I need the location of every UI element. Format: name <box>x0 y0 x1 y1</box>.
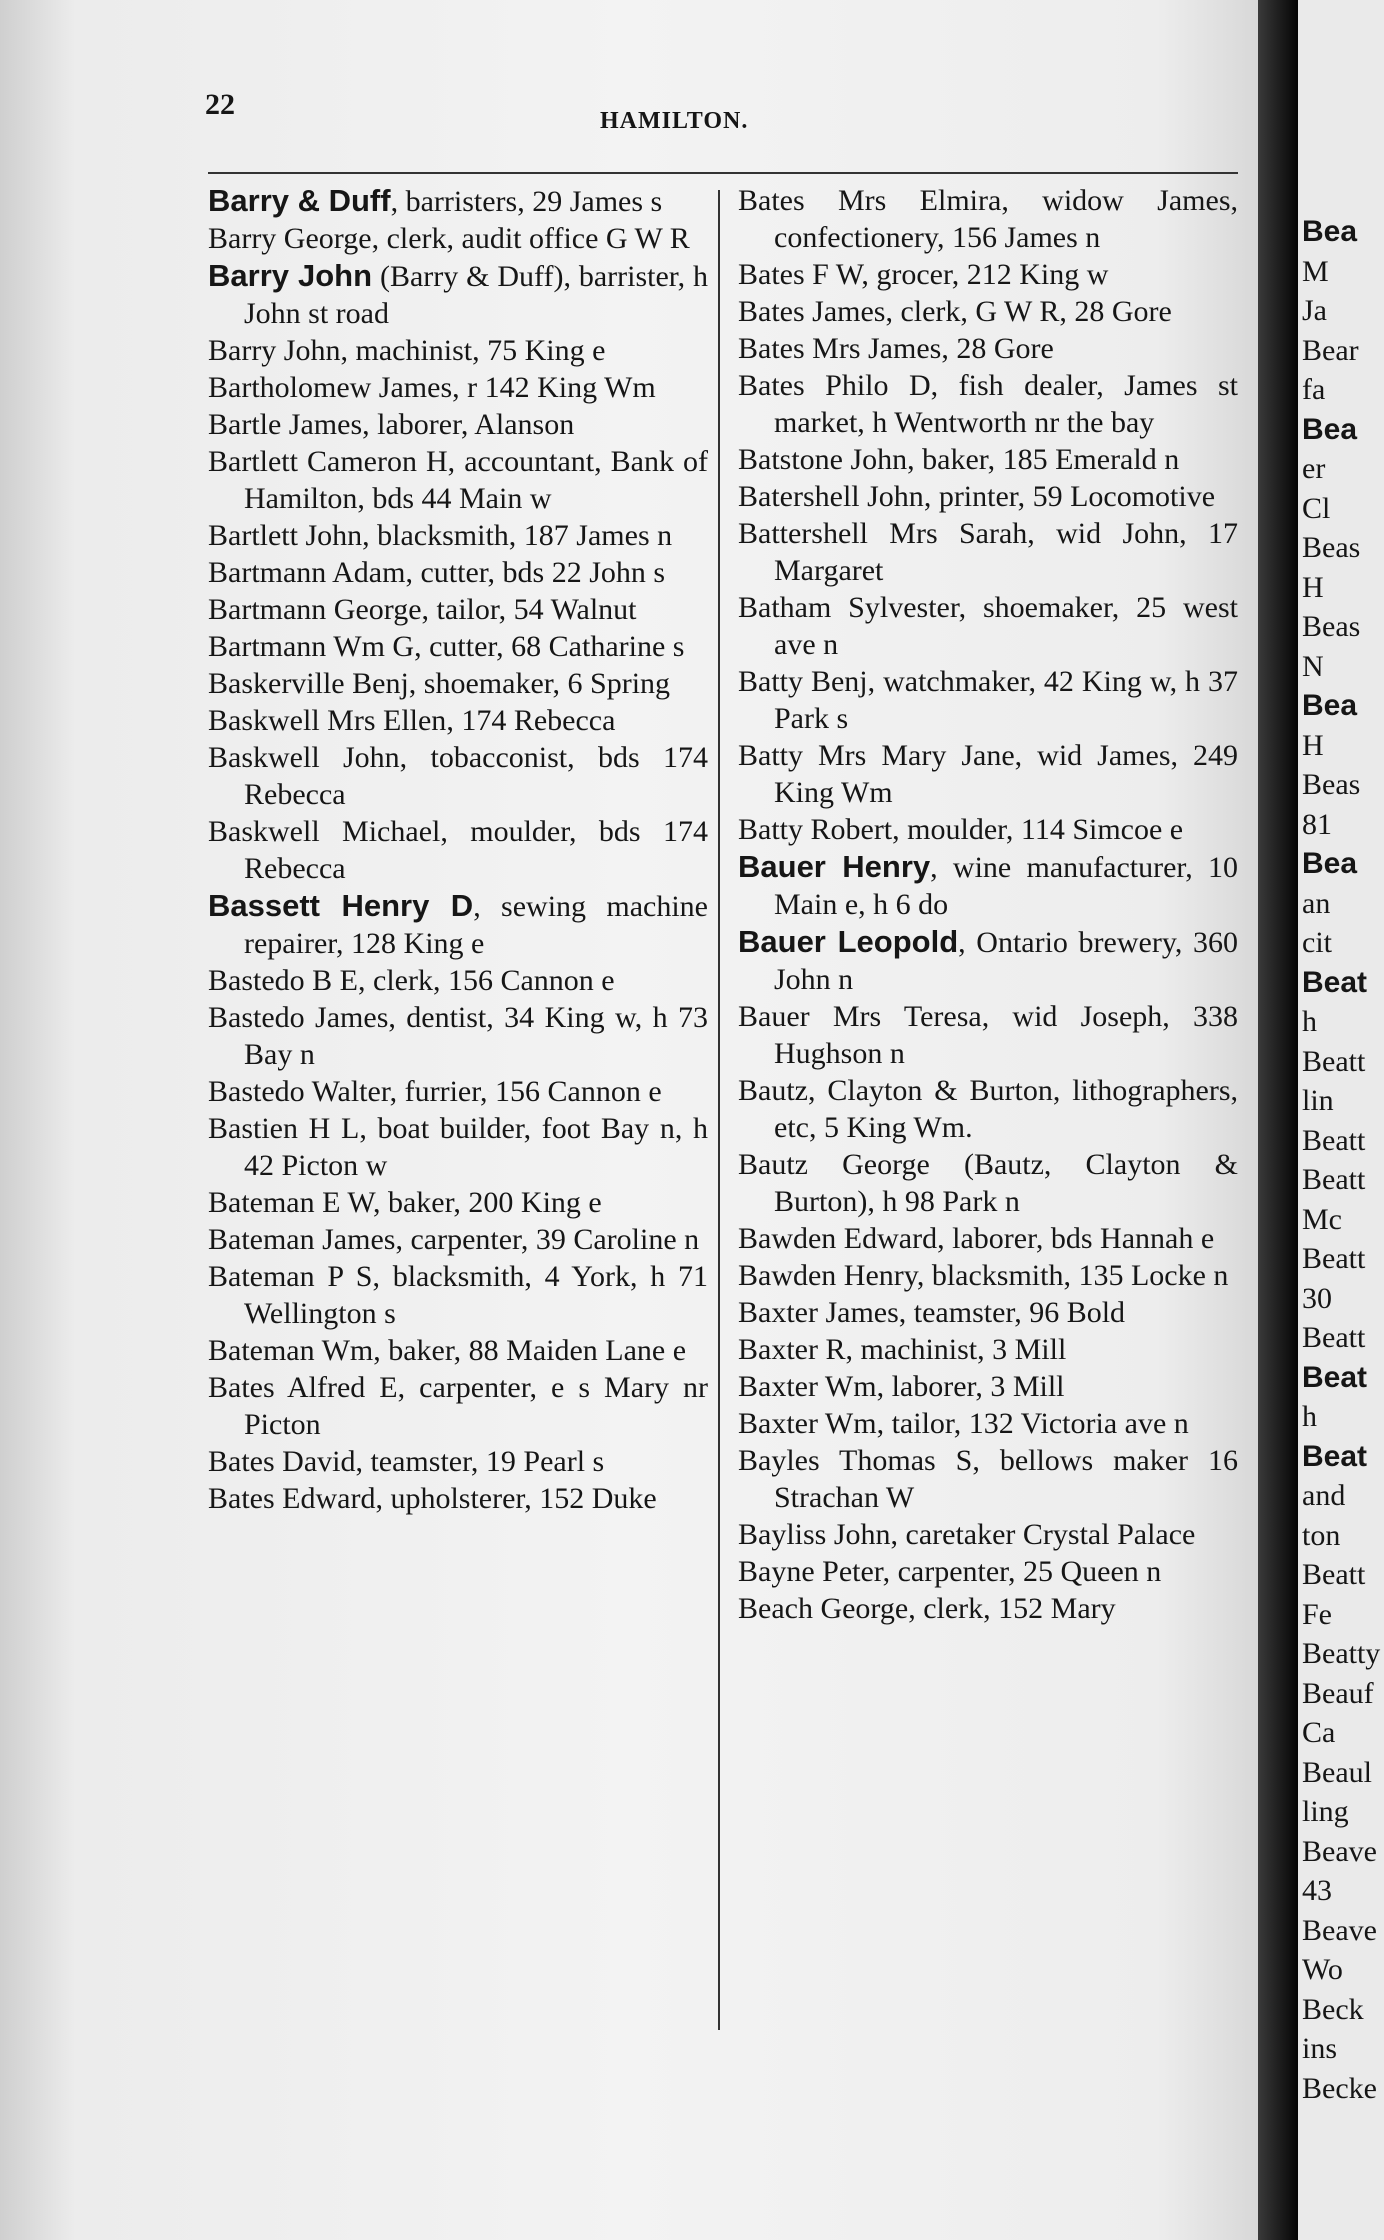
directory-entry <box>208 1332 708 1369</box>
directory-entry <box>208 443 708 517</box>
entry-details: , clerk, audit office G W R <box>371 222 690 255</box>
directory-entry <box>738 330 1238 367</box>
entry-name: Beach George <box>738 1592 909 1625</box>
directory-entry <box>738 1590 1238 1627</box>
next-page-fragment: Beatt <box>1302 1321 1366 1354</box>
entry-name: Bates Mrs Elmira <box>738 184 1002 217</box>
directory-entry <box>738 737 1238 811</box>
entry-details: , shoemaker, 6 Spring <box>408 667 671 700</box>
directory-entry <box>208 702 708 739</box>
directory-entry <box>208 406 708 443</box>
entry-details: , cutter, bds 22 John s <box>405 556 666 589</box>
entry-name: Barry John <box>208 334 341 367</box>
directory-entry <box>738 1331 1238 1368</box>
next-page-fragment: Cl <box>1302 491 1331 525</box>
next-page-fragment: 43 <box>1302 1874 1332 1907</box>
entry-name: Bautz, Clayton & Burton <box>738 1074 1053 1107</box>
entry-details: , clerk, 152 Mary <box>908 1592 1116 1625</box>
directory-entry <box>208 591 708 628</box>
entry-name: Bayne Peter <box>738 1555 883 1588</box>
directory-entry <box>208 1480 708 1517</box>
entry-details: , carpenter, e s Mary nr Picton <box>244 1371 708 1441</box>
book-gutter <box>1258 0 1298 2240</box>
entry-details: , baker, 200 King e <box>372 1186 602 1219</box>
next-page-fragment: Beas <box>1302 768 1361 801</box>
page-number: 22 <box>205 88 235 121</box>
next-page-fragment: Beatt <box>1302 1242 1366 1275</box>
entry-name: Batstone John <box>738 443 908 476</box>
next-page-fragment: Beave <box>1302 1913 1377 1947</box>
directory-entry <box>738 1553 1238 1590</box>
entry-name: Baskwell Mrs Ellen <box>208 704 447 737</box>
next-page-fragment: M <box>1302 254 1329 288</box>
next-page-edge <box>1298 0 1384 2240</box>
entry-details: , blacksmith, 135 Locke n <box>916 1259 1229 1292</box>
entry-name: Barry George <box>208 222 372 255</box>
entry-name: Batty Benj <box>738 665 868 698</box>
entry-name: Bauer Henry <box>738 849 931 884</box>
entry-name: Bartmann George <box>208 593 422 626</box>
entry-details: , blacksmith, 187 James n <box>362 519 673 552</box>
next-page-fragment: Beat <box>1302 965 1368 999</box>
entry-details: , cutter, 68 Catharine s <box>414 630 685 663</box>
next-page-fragment: Ja <box>1302 294 1327 327</box>
entry-details: , watchmaker, 42 King w, h 37 Park s <box>774 665 1238 735</box>
left-column <box>208 182 708 1517</box>
next-page-fragment: Wo <box>1302 1953 1343 1986</box>
next-page-fragment: Beatt <box>1302 1123 1366 1157</box>
entry-details: , Ontario brewery, 360 John n <box>774 926 1239 996</box>
next-page-fragment: Beave <box>1302 1834 1377 1868</box>
next-page-fragment: Bea <box>1302 689 1358 722</box>
directory-entry <box>738 1146 1238 1220</box>
entry-name: Bartmann Wm G <box>208 630 415 663</box>
entry-details: , wid John, 17 Margaret <box>774 517 1238 587</box>
directory-entry <box>738 515 1238 589</box>
directory-entry <box>208 182 708 220</box>
directory-entry <box>208 1258 708 1332</box>
directory-entry <box>208 1369 708 1443</box>
directory-entry <box>738 998 1238 1072</box>
entry-name: Bates Edward <box>208 1482 376 1515</box>
next-page-fragment: Becke <box>1302 2071 1377 2105</box>
entry-details: , baker, 88 Maiden Lane e <box>373 1334 687 1367</box>
directory-entry <box>208 665 708 702</box>
directory-entry <box>738 1442 1238 1516</box>
next-page-fragment: Beat <box>1302 1439 1368 1473</box>
directory-entry <box>738 811 1238 848</box>
next-page-fragment: fa <box>1302 373 1326 406</box>
entry-name: Bastien H L <box>208 1112 360 1145</box>
entry-details: , accountant, Bank of Hamilton, bds 44 Main w <box>244 445 709 515</box>
entry-name: Barry & Duff <box>208 183 391 218</box>
entry-details: , 28 Gore <box>941 332 1054 365</box>
entry-name: Baskwell John <box>208 741 400 774</box>
directory-entry <box>208 999 708 1073</box>
entry-name: Bateman E W <box>208 1186 373 1219</box>
entry-details: , r 142 King Wm <box>452 371 656 404</box>
entry-details: , fish dealer, James st market, h Wentworth nr the bay <box>774 369 1238 439</box>
next-page-fragment: ling <box>1302 1795 1349 1828</box>
entry-name: Bauer Mrs Teresa <box>738 1000 982 1033</box>
entry-name: Battershell Mrs Sarah <box>738 517 1028 550</box>
entry-name: Batty Robert <box>738 813 893 846</box>
directory-entry <box>208 1110 708 1184</box>
entry-details: , 174 Rebecca <box>446 704 616 737</box>
running-head: HAMILTON. <box>600 108 749 134</box>
directory-entry <box>738 182 1238 256</box>
entry-name: Bautz George <box>738 1148 930 1181</box>
entry-details: , upholsterer, 152 Duke <box>375 1482 657 1515</box>
entry-details: , clerk, 156 Cannon e <box>358 964 615 997</box>
entry-name: Bartlett Cameron H <box>208 445 448 478</box>
next-page-fragment: Beatt <box>1302 1558 1366 1591</box>
entry-details: , wid James, 249 King Wm <box>774 739 1238 809</box>
directory-entry <box>208 1184 708 1221</box>
entry-name: Bates Philo D <box>738 369 931 402</box>
entry-name: Bates Alfred E <box>208 1371 398 1404</box>
entry-details: , clerk, G W R, 28 Gore <box>885 295 1172 328</box>
entry-details: , wine manufacturer, 10 Main e, h 6 do <box>774 851 1238 921</box>
column-divider <box>718 190 720 2030</box>
directory-entry <box>208 962 708 999</box>
directory-entry <box>208 1221 708 1258</box>
entry-name: Baskerville Benj <box>208 667 409 700</box>
directory-entry <box>738 441 1238 478</box>
next-page-fragment: N <box>1302 649 1324 683</box>
next-page-fragment: Beatty <box>1302 1637 1381 1670</box>
entry-name: Baxter R <box>738 1333 846 1366</box>
entry-details: , wid Joseph, 338 Hughson n <box>774 1000 1238 1070</box>
entry-details: , tobacconist, bds 174 Rebecca <box>244 741 708 811</box>
header-rule <box>208 172 1238 174</box>
directory-entry <box>738 848 1238 923</box>
entry-name: Bates Mrs James <box>738 332 942 365</box>
entry-details: , carpenter, 39 Caroline n <box>395 1223 700 1256</box>
entry-name: Batty Mrs Mary Jane <box>738 739 1015 772</box>
entry-details: , moulder, 114 Simcoe e <box>892 813 1184 846</box>
entry-details: , blacksmith, 4 York, h 71 Wellington s <box>244 1260 708 1330</box>
next-page-fragment: Beck <box>1302 1992 1364 2026</box>
directory-entry <box>208 220 708 257</box>
entry-name: Bauer Leopold <box>738 924 959 959</box>
next-page-fragment: H <box>1302 570 1324 604</box>
directory-entry <box>208 887 708 962</box>
entry-details: , teamster, 19 Pearl s <box>355 1445 605 1478</box>
entry-name: Bayliss John <box>738 1518 891 1551</box>
next-page-fragment: er <box>1302 452 1326 485</box>
directory-entry <box>738 1294 1238 1331</box>
next-page-fragment: ton <box>1302 1518 1341 1552</box>
next-page-fragment: Bea <box>1302 847 1358 880</box>
directory-entry <box>738 1257 1238 1294</box>
entry-name: Baxter Wm <box>738 1370 877 1403</box>
entry-details: , tailor, 54 Walnut <box>421 593 637 626</box>
next-page-fragment: an <box>1302 886 1331 920</box>
next-page-fragment: Beauf <box>1302 1676 1374 1710</box>
entry-name: Bates James <box>738 295 886 328</box>
entry-name: Bates F W <box>738 258 862 291</box>
directory-entry <box>738 367 1238 441</box>
next-page-fragment: Bea <box>1302 412 1358 446</box>
directory-entry <box>208 1073 708 1110</box>
directory-entry <box>738 1072 1238 1146</box>
entry-details: , machinist, 3 Mill <box>845 1333 1067 1366</box>
entry-name: Bartholomew James <box>208 371 453 404</box>
entry-details: , laborer, 3 Mill <box>876 1370 1065 1403</box>
entry-details: , laborer, bds Hannah e <box>937 1222 1215 1255</box>
entry-name: Baxter James <box>738 1296 899 1329</box>
directory-entry <box>738 1516 1238 1553</box>
entry-details: , moulder, bds 174 Rebecca <box>244 815 708 885</box>
directory-entry <box>738 923 1238 998</box>
entry-name: Bawden Henry <box>738 1259 917 1292</box>
next-page-fragment: and <box>1302 1479 1346 1512</box>
directory-entry <box>208 369 708 406</box>
entry-details: , widow James, confectionery, 156 James n <box>774 184 1238 254</box>
directory-entry <box>738 478 1238 515</box>
next-page-fragment: Fe <box>1302 1597 1332 1631</box>
entry-details: , baker, 185 Emerald n <box>907 443 1180 476</box>
next-page-fragment: h <box>1302 1400 1317 1433</box>
entry-name: Batham Sylvester <box>738 591 959 624</box>
entry-details: , shoemaker, 25 west ave n <box>774 591 1238 661</box>
entry-name: Bastedo James <box>208 1001 389 1034</box>
directory-entry <box>208 257 708 332</box>
directory-entry <box>208 517 708 554</box>
next-page-fragment: Beas <box>1302 610 1361 643</box>
directory-entry <box>738 663 1238 737</box>
entry-details: , tailor, 132 Victoria ave n <box>876 1407 1189 1440</box>
directory-entry <box>738 589 1238 663</box>
entry-details: , teamster, 96 Bold <box>898 1296 1126 1329</box>
directory-entry <box>208 554 708 591</box>
directory-entry <box>208 332 708 369</box>
next-page-fragment: Bear <box>1302 333 1359 367</box>
entry-name: Bateman P S <box>208 1260 373 1293</box>
entry-name: Bartmann Adam <box>208 556 406 589</box>
entry-details: , furrier, 156 Cannon e <box>389 1075 662 1108</box>
next-page-fragment: 30 <box>1302 1281 1332 1315</box>
next-page-fragment: ins <box>1302 2032 1338 2065</box>
entry-details: , laborer, Alanson <box>362 408 575 441</box>
right-column <box>738 182 1238 1627</box>
directory-entry <box>208 813 708 887</box>
entry-details: , carpenter, 25 Queen n <box>882 1555 1162 1588</box>
entry-details: , boat builder, foot Bay n, h 42 Picton w <box>244 1112 708 1182</box>
next-page-fragment: Mc <box>1302 1202 1342 1236</box>
next-page-fragment: cit <box>1302 926 1332 959</box>
next-page-fragment: 81 <box>1302 807 1332 841</box>
entry-name: Barry John <box>208 258 373 293</box>
directory-entry <box>738 256 1238 293</box>
entry-name: Bastedo Walter <box>208 1075 390 1108</box>
entry-name: Bawden Edward <box>738 1222 938 1255</box>
next-page-fragment: Beaul <box>1302 1755 1372 1789</box>
entry-details: , dentist, 34 King w, h 73 Bay n <box>244 1001 708 1071</box>
entry-details: , lithographers, etc, 5 King Wm. <box>774 1074 1238 1144</box>
next-page-fragment: h <box>1302 1005 1317 1038</box>
next-page-fragment: H <box>1302 728 1324 762</box>
next-page-fragment: Beat <box>1302 1360 1368 1394</box>
directory-entry <box>208 1443 708 1480</box>
entry-details: , caretaker Crystal Palace <box>890 1518 1196 1551</box>
next-page-fragment: Beas <box>1302 531 1361 564</box>
entry-details: , printer, 59 Locomotive <box>923 480 1216 513</box>
next-page-fragment: lin <box>1302 1084 1334 1117</box>
directory-entry <box>208 628 708 665</box>
entry-details: , sewing machine repairer, 128 King e <box>244 890 708 960</box>
entry-name: Baxter Wm <box>738 1407 877 1440</box>
entry-name: Bassett Henry D <box>208 888 474 923</box>
directory-entry <box>738 1220 1238 1257</box>
entry-name: Batershell John <box>738 480 924 513</box>
entry-details: , bellows maker 16 Strachan W <box>774 1444 1238 1514</box>
entry-name: Bastedo B E <box>208 964 358 997</box>
next-page-fragment: Beatt <box>1302 1163 1366 1196</box>
entry-name: Bayles Thomas S <box>738 1444 973 1477</box>
entry-name: Bartlett John <box>208 519 363 552</box>
directory-entry <box>208 739 708 813</box>
entry-name: Baskwell Michael <box>208 815 441 848</box>
entry-name: Bateman Wm <box>208 1334 374 1367</box>
entry-name: Bartle James <box>208 408 363 441</box>
entry-details: , grocer, 212 King w <box>861 258 1109 291</box>
directory-entry <box>738 293 1238 330</box>
directory-entry <box>738 1368 1238 1405</box>
entry-details: (Bautz, Clayton & Burton), h 98 Park n <box>774 1148 1238 1218</box>
next-page-fragment: Ca <box>1302 1716 1336 1749</box>
entry-name: Bates David <box>208 1445 356 1478</box>
next-page-fragment: Bea <box>1302 215 1358 248</box>
entry-details: (Barry & Duff), barrister, h John st road <box>244 260 708 330</box>
entry-name: Bateman James <box>208 1223 396 1256</box>
entry-details: , barristers, 29 James s <box>390 185 663 218</box>
directory-entry <box>738 1405 1238 1442</box>
entry-details: , machinist, 75 King e <box>340 334 606 367</box>
next-page-fragment: Beatt <box>1302 1044 1366 1078</box>
